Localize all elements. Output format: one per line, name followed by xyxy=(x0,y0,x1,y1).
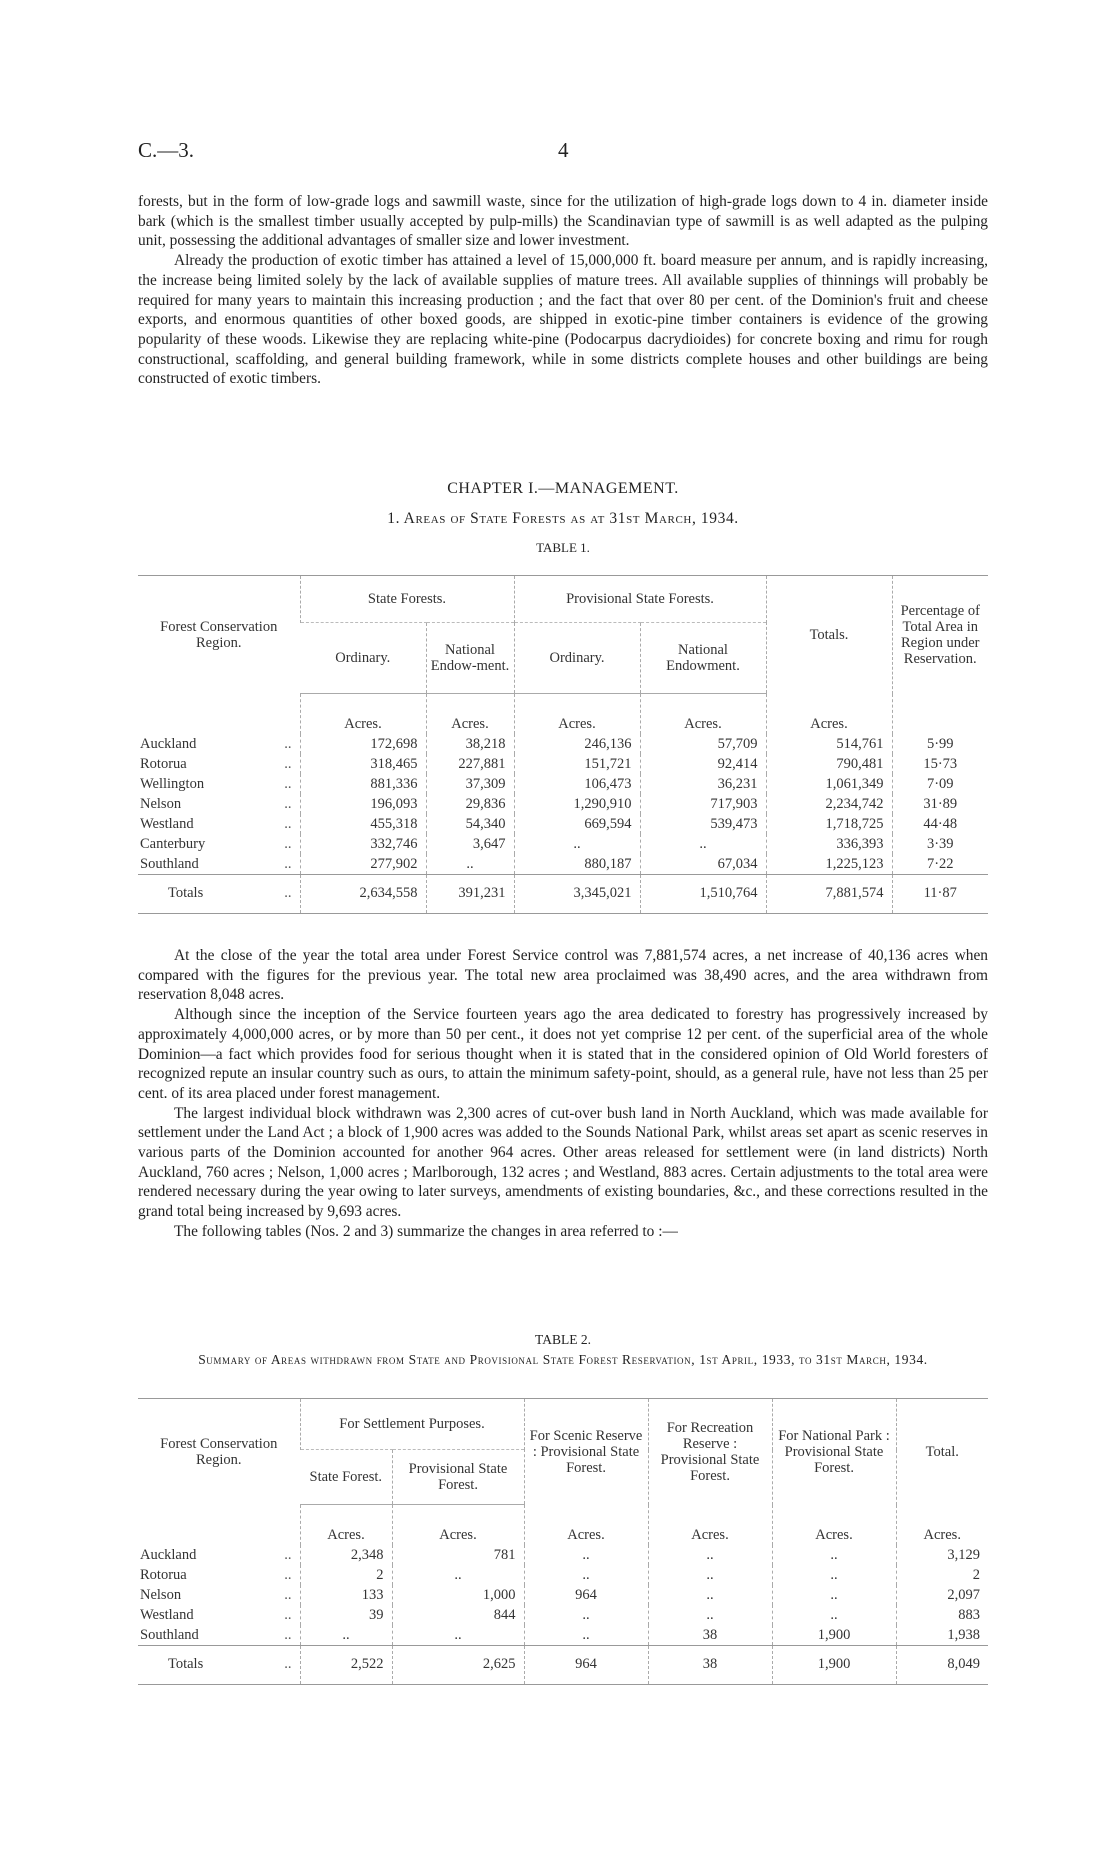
total-cell: 1,510,764 xyxy=(640,875,766,914)
table-cell: 844 xyxy=(392,1605,524,1625)
unit-label: Acres. xyxy=(772,1505,896,1546)
paragraph: The largest individual block withdrawn was 2,300 acres of cut-over bush land in North Auckland, which was made available for settlement under the Land Act ; a block of 1,900 acres was added to the Sounds National Park, whilst areas set apart as scenic reserves in various parts of the Dominion accounted for another 964 acres. Other areas released for settlement were (in land districts) North Auckland, 760 acres ; Nelson, 1,000 acres ; Marlborough, 132 acres ; and Westland, 883 acres. Certain adjustments to the total area were rendered necessary during the year owing to later surveys, amendments of existing boundaries, &c., and these corrections resulted in the grand total being increased by 9,693 acres. xyxy=(138,1104,988,1221)
table-cell: .. xyxy=(648,1565,772,1585)
unit-label: Acres. xyxy=(392,1505,524,1546)
unit-label: Acres. xyxy=(640,694,766,735)
region-name: Auckland xyxy=(140,1547,197,1563)
leader-dots: .. xyxy=(284,796,292,812)
table-cell: 36,231 xyxy=(640,774,766,794)
table-cell: 1,290,910 xyxy=(514,794,640,814)
table-cell: 455,318 xyxy=(300,814,426,834)
total-cell: 2,634,558 xyxy=(300,875,426,914)
table-row xyxy=(138,794,988,814)
table-cell: 883 xyxy=(896,1605,988,1625)
total-cell: 391,231 xyxy=(426,875,514,914)
table-2 xyxy=(138,1398,988,1685)
table-cell: .. xyxy=(300,1625,392,1646)
table-cell: 54,340 xyxy=(426,814,514,834)
table-row xyxy=(138,1565,988,1585)
table-cell: 3,129 xyxy=(896,1545,988,1565)
table-cell: .. xyxy=(772,1565,896,1585)
unit-label: Acres. xyxy=(648,1505,772,1546)
total-cell: 38 xyxy=(648,1646,772,1685)
table-cell: .. xyxy=(524,1545,648,1565)
table-cell: 5·99 xyxy=(892,734,988,754)
paragraph: The following tables (Nos. 2 and 3) summarize the changes in area referred to :— xyxy=(174,1222,678,1240)
unit-label: Acres. xyxy=(896,1505,988,1546)
table-cell: 2 xyxy=(300,1565,392,1585)
totals-label: Totals xyxy=(168,885,204,901)
table-cell: 172,698 xyxy=(300,734,426,754)
table-cell: 1,000 xyxy=(392,1585,524,1605)
total-cell: 7,881,574 xyxy=(766,875,892,914)
unit-label: Acres. xyxy=(766,694,892,735)
leader-dots: .. xyxy=(284,856,292,872)
table-cell: 2 xyxy=(896,1565,988,1585)
region-name: Southland xyxy=(140,856,199,872)
total-cell: 8,049 xyxy=(896,1646,988,1685)
table-row xyxy=(138,1585,988,1605)
table-row xyxy=(138,734,988,754)
table-row xyxy=(138,774,988,794)
region-name: Westland xyxy=(140,1607,194,1623)
col-header-recreation: For Recreation Reserve : Provisional State Forest. xyxy=(648,1399,772,1505)
col-header-total: Total. xyxy=(896,1399,988,1505)
leader-dots: .. xyxy=(284,756,292,772)
total-cell: 2,625 xyxy=(392,1646,524,1685)
table-cell: 92,414 xyxy=(640,754,766,774)
table-cell: 1,225,123 xyxy=(766,854,892,875)
table-cell: .. xyxy=(524,1565,648,1585)
region-name: Southland xyxy=(140,1627,199,1643)
col-header-national-endowment: National Endowment. xyxy=(640,623,766,694)
table-cell: 57,709 xyxy=(640,734,766,754)
table-cell: 2,097 xyxy=(896,1585,988,1605)
table-cell: 539,473 xyxy=(640,814,766,834)
paragraph: Already the production of exotic timber has attained a level of 15,000,000 ft. board measure per annum, and is rapidly increasing, the increase being limited solely by the lack of available supplies of mature trees. All available supplies of thinnings will probably be required for many years to maintain this increasing production ; and the fact that over 80 per cent. of the Dominion's fruit and cheese exports, and enormous quantities of other boxed goods, are shipped in exotic-pine timber containers is evidence of the growing popularity of these woods. Likewise they are replacing white-pine (Podocarpus dacrydioides) for concrete boxing and rimu for rough constructional, scaffolding, and general building framework, while in some districts complete houses and other buildings are being constructed of exotic timbers. xyxy=(138,252,988,388)
region-name: Nelson xyxy=(140,1587,182,1603)
table-cell: 781 xyxy=(392,1545,524,1565)
table-cell: .. xyxy=(772,1585,896,1605)
table-cell: 227,881 xyxy=(426,754,514,774)
table-1 xyxy=(138,575,988,914)
table-cell: 669,594 xyxy=(514,814,640,834)
section-title: 1. Areas of State Forests as at 31st March, 1934. xyxy=(387,510,739,527)
table-row xyxy=(138,1605,988,1625)
table-cell: 277,902 xyxy=(300,854,426,875)
unit-label: Acres. xyxy=(514,694,640,735)
table-cell: .. xyxy=(524,1605,648,1625)
col-header-ordinary: Ordinary. xyxy=(300,623,426,694)
paragraph: Although since the inception of the Service fourteen years ago the area dedicated to forestry has progressively increased by approximately 4,000,000 acres, or by more than 50 per cent., it does not yet comprise 12 per cent. of the superficial area of the whole Dominion—a fact which provides food for serious thought when it is stated that in the considered opinion of Old World foresters of recognized repute an insular country such as ours, to attain the minimum safety-point, should, as a general rule, have not less than 25 per cent. of its area placed under forest management. xyxy=(138,1006,988,1102)
table-cell: .. xyxy=(524,1625,648,1646)
table-cell: 38 xyxy=(648,1625,772,1646)
totals-row xyxy=(138,875,988,914)
col-header-state-forest: State Forest. xyxy=(300,1450,392,1505)
region-name: Wellington xyxy=(140,776,205,792)
table-cell: 332,746 xyxy=(300,834,426,854)
table1-label: TABLE 1. xyxy=(536,540,590,555)
page-number: 4 xyxy=(558,138,569,162)
table-cell: 2,234,742 xyxy=(766,794,892,814)
unit-label: Acres. xyxy=(300,1505,392,1546)
table-cell: 881,336 xyxy=(300,774,426,794)
table-cell: 7·22 xyxy=(892,854,988,875)
table-cell: .. xyxy=(648,1545,772,1565)
total-cell: 1,900 xyxy=(772,1646,896,1685)
region-name: Nelson xyxy=(140,796,182,812)
table-cell: .. xyxy=(514,834,640,854)
table-cell: 964 xyxy=(524,1585,648,1605)
table-cell: .. xyxy=(426,854,514,875)
table-cell: 880,187 xyxy=(514,854,640,875)
table-cell: 44·48 xyxy=(892,814,988,834)
intro-text xyxy=(138,192,988,389)
table-cell: 39 xyxy=(300,1605,392,1625)
table-cell: .. xyxy=(648,1605,772,1625)
table-cell: .. xyxy=(640,834,766,854)
table-cell: 717,903 xyxy=(640,794,766,814)
leader-dots: .. xyxy=(284,1567,292,1583)
paragraph: forests, but in the form of low-grade logs and sawmill waste, since for the utilization of high-grade logs down to 4 in. diameter inside bark (which is the smallest timber usually accepted by pulp-mills) the Scandinavian type of sawmill is as well adapted as the pulping unit, possessing the additional advantages of smaller size and lower investment. xyxy=(138,193,988,250)
col-header-national-park: For National Park : Provisional State Forest. xyxy=(772,1399,896,1505)
table-cell: 3·39 xyxy=(892,834,988,854)
region-name: Rotorua xyxy=(140,1567,187,1583)
col-header-ordinary: Ordinary. xyxy=(514,623,640,694)
table-row xyxy=(138,814,988,834)
paragraph: At the close of the year the total area under Forest Service control was 7,881,574 acres, a net increase of 40,136 acres when compared with the figures for the previous year. The total new area proclaimed was 38,490 acres, and the area withdrawn from reservation 8,048 acres. xyxy=(138,947,988,1004)
leader-dots: .. xyxy=(284,736,292,752)
total-cell: 11·87 xyxy=(892,875,988,914)
table-cell: 15·73 xyxy=(892,754,988,774)
table-cell: .. xyxy=(772,1545,896,1565)
table-cell: .. xyxy=(648,1585,772,1605)
table2-title: Summary of Areas withdrawn from State and Provisional State Forest Reservation, 1st April, 1933, to 31st March, 1934. xyxy=(198,1352,928,1367)
table-cell: 1,061,349 xyxy=(766,774,892,794)
table-cell: 3,647 xyxy=(426,834,514,854)
col-header-settlement: For Settlement Purposes. xyxy=(300,1399,524,1450)
col-header-region: Forest Conservation Region. xyxy=(138,576,300,694)
leader-dots: .. xyxy=(284,885,292,901)
col-header-scenic: For Scenic Reserve : Provisional State Forest. xyxy=(524,1399,648,1505)
table-cell: 1,900 xyxy=(772,1625,896,1646)
table-row xyxy=(138,854,988,875)
table-cell: 29,836 xyxy=(426,794,514,814)
table-cell: 246,136 xyxy=(514,734,640,754)
table-row xyxy=(138,1545,988,1565)
body-text xyxy=(138,946,988,1242)
table-cell: .. xyxy=(772,1605,896,1625)
table-cell: 133 xyxy=(300,1585,392,1605)
col-header-state-forests: State Forests. xyxy=(300,576,514,623)
table-row xyxy=(138,754,988,774)
table-cell: 37,309 xyxy=(426,774,514,794)
table-cell: 38,218 xyxy=(426,734,514,754)
table-cell: .. xyxy=(392,1625,524,1646)
table-cell: 106,473 xyxy=(514,774,640,794)
total-cell: 2,522 xyxy=(300,1646,392,1685)
table-cell: 514,761 xyxy=(766,734,892,754)
table-cell: 318,465 xyxy=(300,754,426,774)
total-cell: 964 xyxy=(524,1646,648,1685)
table-cell: 67,034 xyxy=(640,854,766,875)
chapter-title: CHAPTER I.—MANAGEMENT. xyxy=(447,480,679,497)
leader-dots: .. xyxy=(284,1607,292,1623)
region-name: Westland xyxy=(140,816,194,832)
leader-dots: .. xyxy=(284,1587,292,1603)
table-cell: 196,093 xyxy=(300,794,426,814)
table-cell: 1,938 xyxy=(896,1625,988,1646)
totals-row xyxy=(138,1646,988,1685)
region-name: Rotorua xyxy=(140,756,187,772)
leader-dots: .. xyxy=(284,816,292,832)
col-header-percentage: Percentage of Total Area in Region under Reservation. xyxy=(892,576,988,694)
table-cell: 1,718,725 xyxy=(766,814,892,834)
table-cell: .. xyxy=(392,1565,524,1585)
col-header-region: Forest Conservation Region. xyxy=(138,1399,300,1505)
totals-label: Totals xyxy=(168,1656,204,1672)
table-row xyxy=(138,1625,988,1646)
region-name: Canterbury xyxy=(140,836,206,852)
table-cell: 2,348 xyxy=(300,1545,392,1565)
table2-label: TABLE 2. xyxy=(535,1332,591,1347)
table-cell: 151,721 xyxy=(514,754,640,774)
leader-dots: .. xyxy=(284,1547,292,1563)
col-header-provisional: Provisional State Forests. xyxy=(514,576,766,623)
total-cell: 3,345,021 xyxy=(514,875,640,914)
table-cell: 7·09 xyxy=(892,774,988,794)
col-header-provisional-state-forest: Provisional State Forest. xyxy=(392,1450,524,1505)
unit-label: Acres. xyxy=(300,694,426,735)
leader-dots: .. xyxy=(284,836,292,852)
col-header-totals: Totals. xyxy=(766,576,892,694)
unit-label: Acres. xyxy=(524,1505,648,1546)
table-cell: 31·89 xyxy=(892,794,988,814)
region-name: Auckland xyxy=(140,736,197,752)
col-header-national-endowment: National Endow-ment. xyxy=(426,623,514,694)
table-row xyxy=(138,834,988,854)
leader-dots: .. xyxy=(284,776,292,792)
table-cell: 790,481 xyxy=(766,754,892,774)
document-reference: C.—3. xyxy=(138,138,195,162)
unit-label: Acres. xyxy=(426,694,514,735)
leader-dots: .. xyxy=(284,1627,292,1643)
table-cell: 336,393 xyxy=(766,834,892,854)
leader-dots: .. xyxy=(284,1656,292,1672)
